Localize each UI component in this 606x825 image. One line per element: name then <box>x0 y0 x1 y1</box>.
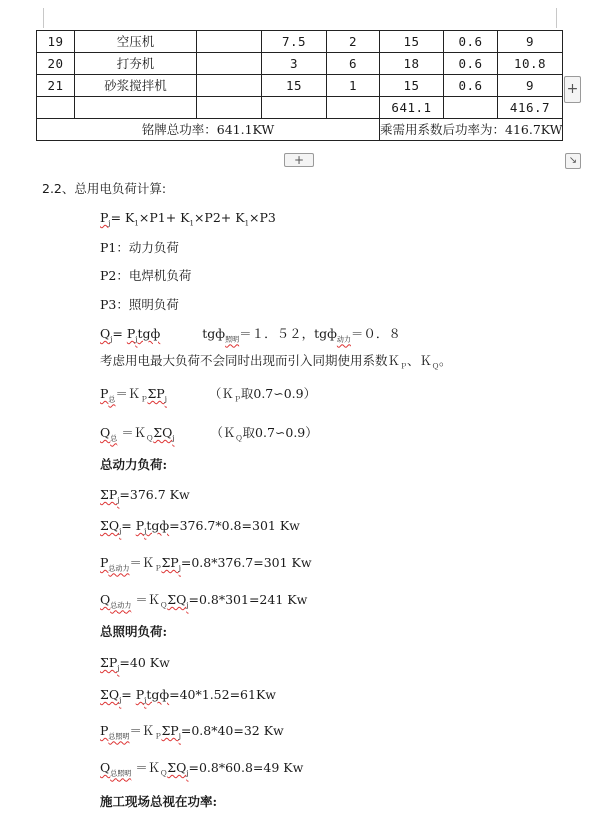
formula-symbol: Q <box>100 326 111 341</box>
formula-text: = <box>112 326 127 341</box>
formula-text: =40 Kw <box>119 655 170 670</box>
formula-symbol: P <box>100 555 109 570</box>
formula-symbol: ΣQ <box>100 687 120 702</box>
formula-text: （Ｋ <box>208 386 234 401</box>
formula-pj <box>100 210 276 228</box>
formula-symbol: ΣP <box>161 555 179 570</box>
formula-text: tgф <box>146 518 170 533</box>
formula-text: tgф <box>146 687 170 702</box>
cell-empty[interactable] <box>444 97 498 119</box>
table-summary-row <box>37 119 563 141</box>
table-row <box>37 53 563 75</box>
page-margin-left <box>43 8 44 28</box>
formula-symbol: ΣQ <box>153 425 173 440</box>
formula-subscript: 总照明 <box>108 732 130 741</box>
formula-subscript: Ｐ <box>154 564 162 573</box>
light-p-total <box>100 721 284 742</box>
formula-subscript: j <box>178 732 181 741</box>
cell-qty[interactable]: 1 <box>327 75 380 97</box>
cell-result[interactable]: 9 <box>498 31 563 53</box>
formula-text: ＝Ｋ <box>131 592 161 607</box>
cell-result[interactable]: 9 <box>498 75 563 97</box>
cell-empty[interactable] <box>197 53 262 75</box>
page-margin-right <box>556 8 557 28</box>
formula-subscript: j <box>117 496 120 505</box>
formula-symbol: Q <box>100 760 111 775</box>
formula-subscript: j <box>119 527 122 536</box>
formula-symbol: ΣP <box>147 386 165 401</box>
cell-total[interactable]: 15 <box>380 75 444 97</box>
formula-text: =0.8*301=241 Kw <box>188 592 308 607</box>
formula-subscript: j <box>172 434 175 443</box>
formula-text: 取0.7∽0.9） <box>240 386 317 401</box>
power-sum-q <box>100 518 300 536</box>
formula-text: ＝Ｋ <box>129 555 155 570</box>
formula-subscript: j <box>186 769 189 778</box>
power-q-total <box>100 590 307 611</box>
table-sum-row <box>37 97 563 119</box>
formula-symbol: P <box>100 723 109 738</box>
formula-symbol: P <box>135 687 145 702</box>
cell-no[interactable]: 20 <box>37 53 75 75</box>
formula-text: = K <box>110 210 135 225</box>
note-text: 、Ｋ <box>407 353 433 368</box>
cell-empty[interactable] <box>197 31 262 53</box>
cell-power[interactable]: 3 <box>262 53 327 75</box>
formula-subscript: Ｑ <box>235 434 243 443</box>
formula-symbol: P <box>100 210 109 225</box>
simultaneity-note <box>100 351 452 372</box>
site-apparent-power-heading: 施工现场总视在功率: <box>100 794 218 809</box>
formula-text: （Ｋ <box>210 425 236 440</box>
formula-text: ＝Ｋ <box>129 723 155 738</box>
formula-text: =376.7 Kw <box>119 487 190 502</box>
table-row <box>37 31 563 53</box>
formula-subscript: 总照明 <box>110 769 132 778</box>
power-load-heading: 总动力负荷: <box>100 457 168 472</box>
cell-power[interactable]: 15 <box>262 75 327 97</box>
formula-text: ＝Ｋ <box>117 425 147 440</box>
definition-p1: P1：动力负荷 <box>100 240 179 255</box>
formula-subscript: 总 <box>110 434 118 443</box>
formula-subscript: 总 <box>108 395 116 404</box>
formula-subscript: Ｑ <box>160 601 168 610</box>
formula-subscript: j <box>135 335 138 344</box>
light-sum-q <box>100 687 276 705</box>
formula-text: tgф <box>137 326 161 341</box>
cell-coef[interactable]: 0.6 <box>444 31 498 53</box>
formula-text: = <box>121 518 136 533</box>
formula-qj <box>100 324 401 345</box>
formula-symbol: P <box>126 326 136 341</box>
power-sum-p <box>100 487 190 505</box>
formula-text: ＝Ｋ <box>131 760 161 775</box>
cell-no[interactable]: 21 <box>37 75 75 97</box>
cell-demand-total[interactable]: 乘需用系数后功率为：416.7KW <box>380 119 563 141</box>
formula-text: =0.8*40=32 Kw <box>180 723 284 738</box>
formula-subscript: j <box>117 664 120 673</box>
formula-symbol: P <box>100 386 109 401</box>
formula-text: =0.8*60.8=49 Kw <box>188 760 304 775</box>
light-sum-p <box>100 655 170 673</box>
power-p-total <box>100 553 312 574</box>
formula-text: =40*1.52=61Kw <box>169 687 277 702</box>
formula-subscript: j <box>119 696 122 705</box>
formula-symbol: ΣP <box>100 487 118 502</box>
cell-sum-total[interactable]: 641.1 <box>380 97 444 119</box>
formula-q-total <box>100 423 318 444</box>
cell-empty[interactable] <box>75 97 197 119</box>
formula-subscript: 1 <box>244 219 250 228</box>
formula-symbol: ΣQ <box>167 760 187 775</box>
cell-power[interactable]: 7.5 <box>262 31 327 53</box>
cell-coef[interactable]: 0.6 <box>444 53 498 75</box>
formula-text: ＝１．５２，tgф <box>239 326 337 341</box>
cell-qty[interactable]: 6 <box>327 53 380 75</box>
formula-subscript: Ｑ <box>160 769 168 778</box>
add-column-button[interactable]: + <box>564 76 581 103</box>
formula-subscript: j <box>178 564 181 573</box>
formula-subscript: 照明 <box>225 335 240 344</box>
formula-subscript: Ｑ <box>146 434 154 443</box>
cell-empty[interactable] <box>197 97 262 119</box>
table-row <box>37 75 563 97</box>
formula-p-total <box>100 384 316 405</box>
formula-symbol: P <box>135 518 145 533</box>
formula-text: ×P1+ K <box>138 210 190 225</box>
formula-subscript: j <box>110 335 113 344</box>
formula-symbol: ΣQ <box>167 592 187 607</box>
cell-empty[interactable] <box>37 97 75 119</box>
cell-coef[interactable]: 0.6 <box>444 75 498 97</box>
formula-subscript: j <box>186 601 189 610</box>
formula-subscript: j <box>144 696 147 705</box>
note-text: 。 <box>439 353 452 368</box>
formula-subscript: 动力 <box>336 335 351 344</box>
formula-text: ＝０．８ <box>350 326 401 341</box>
note-text: 考虑用电最大负荷不会同时出现而引入同期使用系数Ｋ <box>100 353 401 368</box>
cell-name[interactable]: 空压机 <box>75 31 197 53</box>
formula-symbol: ΣQ <box>100 518 120 533</box>
cell-sum-result[interactable]: 416.7 <box>498 97 563 119</box>
formula-text: ×P2+ K <box>193 210 245 225</box>
formula-subscript: 1 <box>134 219 139 228</box>
formula-text: ×P3 <box>249 210 276 225</box>
section-heading: 2.2、总用电负荷计算: <box>42 181 167 196</box>
definition-p2: P2：电焊机负荷 <box>100 268 192 283</box>
formula-subscript: j <box>164 395 167 404</box>
formula-subscript: 1 <box>189 219 194 228</box>
formula-text: ＝Ｋ <box>115 386 141 401</box>
formula-subscript: Ｐ <box>154 732 162 741</box>
cell-name[interactable]: 砂浆搅拌机 <box>75 75 197 97</box>
formula-symbol: ΣP <box>100 655 118 670</box>
cell-name[interactable]: 打夯机 <box>75 53 197 75</box>
cell-total[interactable]: 18 <box>380 53 444 75</box>
cell-result[interactable]: 10.8 <box>498 53 563 75</box>
formula-text: = <box>121 687 136 702</box>
cell-no[interactable]: 19 <box>37 31 75 53</box>
formula-subscript: j <box>144 527 147 536</box>
cell-total[interactable]: 15 <box>380 31 444 53</box>
definition-p3: P3：照明负荷 <box>100 297 179 312</box>
formula-subscript: 总动力 <box>110 601 132 610</box>
cell-empty[interactable] <box>197 75 262 97</box>
formula-text: =376.7*0.8=301 Kw <box>169 518 300 533</box>
formula-symbol: ΣP <box>161 723 179 738</box>
equipment-table[interactable] <box>36 30 563 141</box>
add-row-button[interactable]: + <box>284 153 314 167</box>
lighting-load-heading: 总照明负荷: <box>100 624 168 639</box>
formula-text: =0.8*376.7=301 Kw <box>180 555 312 570</box>
note-subscript: Ｐ <box>400 362 408 371</box>
formula-text: 取0.7∽0.9） <box>242 425 318 440</box>
formula-subscript: j <box>108 219 111 228</box>
formula-subscript: 总动力 <box>108 564 130 573</box>
cell-qty[interactable]: 2 <box>327 31 380 53</box>
note-subscript: Ｑ <box>432 362 440 371</box>
formula-subscript: Ｐ <box>233 395 241 404</box>
light-q-total <box>100 758 303 779</box>
formula-subscript: Ｐ <box>140 395 148 404</box>
table-resize-handle-icon[interactable]: ↘ <box>565 153 581 169</box>
formula-symbol: Q <box>100 592 111 607</box>
cell-nameplate-total[interactable]: 铭牌总功率：641.1KW <box>37 119 380 141</box>
cell-empty[interactable] <box>262 97 327 119</box>
formula-symbol: Q <box>100 425 111 440</box>
cell-empty[interactable] <box>327 97 380 119</box>
formula-text: tgф <box>202 326 226 341</box>
